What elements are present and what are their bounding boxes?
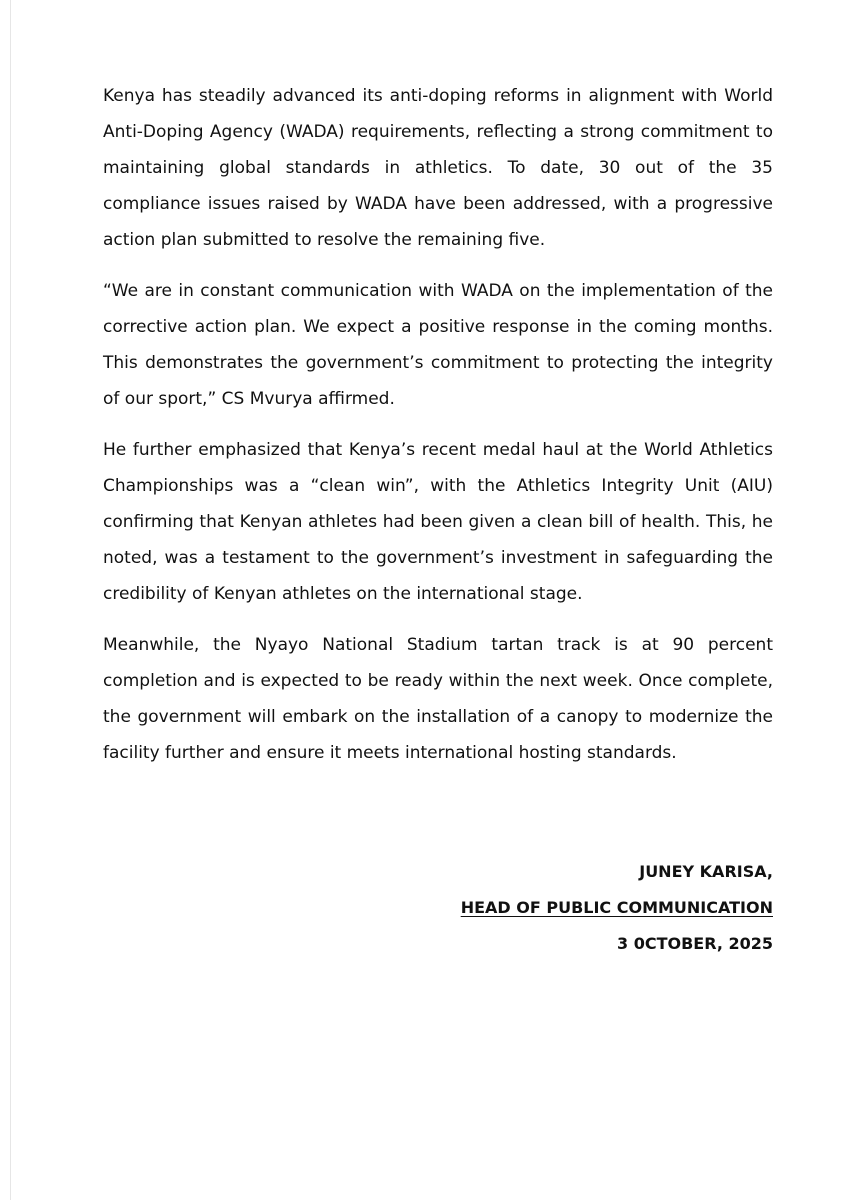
page-edge-line bbox=[10, 0, 11, 1200]
paragraph-cs-quote: “We are in constant communication with WADA on the implementation of the corrective action plan. We expect a positive response in the coming months. This demonstrates the government’s commitment to protecting the integrity of our sport,” CS Mvurya affirmed. bbox=[103, 281, 773, 409]
signature-block bbox=[461, 854, 773, 962]
paragraph-nyayo-stadium: Meanwhile, the Nyayo National Stadium tartan track is at 90 percent completion and is expected to be ready within the next week. Once complete, the government will embark on the installation of a canopy to modernize the facility further and ensure it meets international hosting standards. bbox=[103, 635, 773, 763]
signatory-name: JUNEY KARISA, bbox=[639, 862, 773, 881]
signatory-title: HEAD OF PUBLIC COMMUNICATION bbox=[460, 898, 773, 917]
document-body bbox=[103, 78, 773, 786]
signature-date: 3 0CTOBER, 2025 bbox=[616, 934, 773, 953]
paragraph-clean-win: He further emphasized that Kenya’s recent medal haul at the World Athletics Championships was a “clean win”, with the Athletics Integrity Unit (AIU) confirming that Kenyan athletes had been given a clean bill of health. This, he noted, was a testament to the government’s investment in safeguarding the credibility of Kenyan athletes on the international stage. bbox=[103, 440, 773, 604]
paragraph-anti-doping-reforms: Kenya has steadily advanced its anti-doping reforms in alignment with World Anti-Doping Agency (WADA) requirements, reflecting a strong commitment to maintaining global standards in athletics. To date, 30 out of the 35 compliance issues raised by WADA have been addressed, with a progressive action plan submitted to resolve the remaining five. bbox=[103, 86, 773, 250]
